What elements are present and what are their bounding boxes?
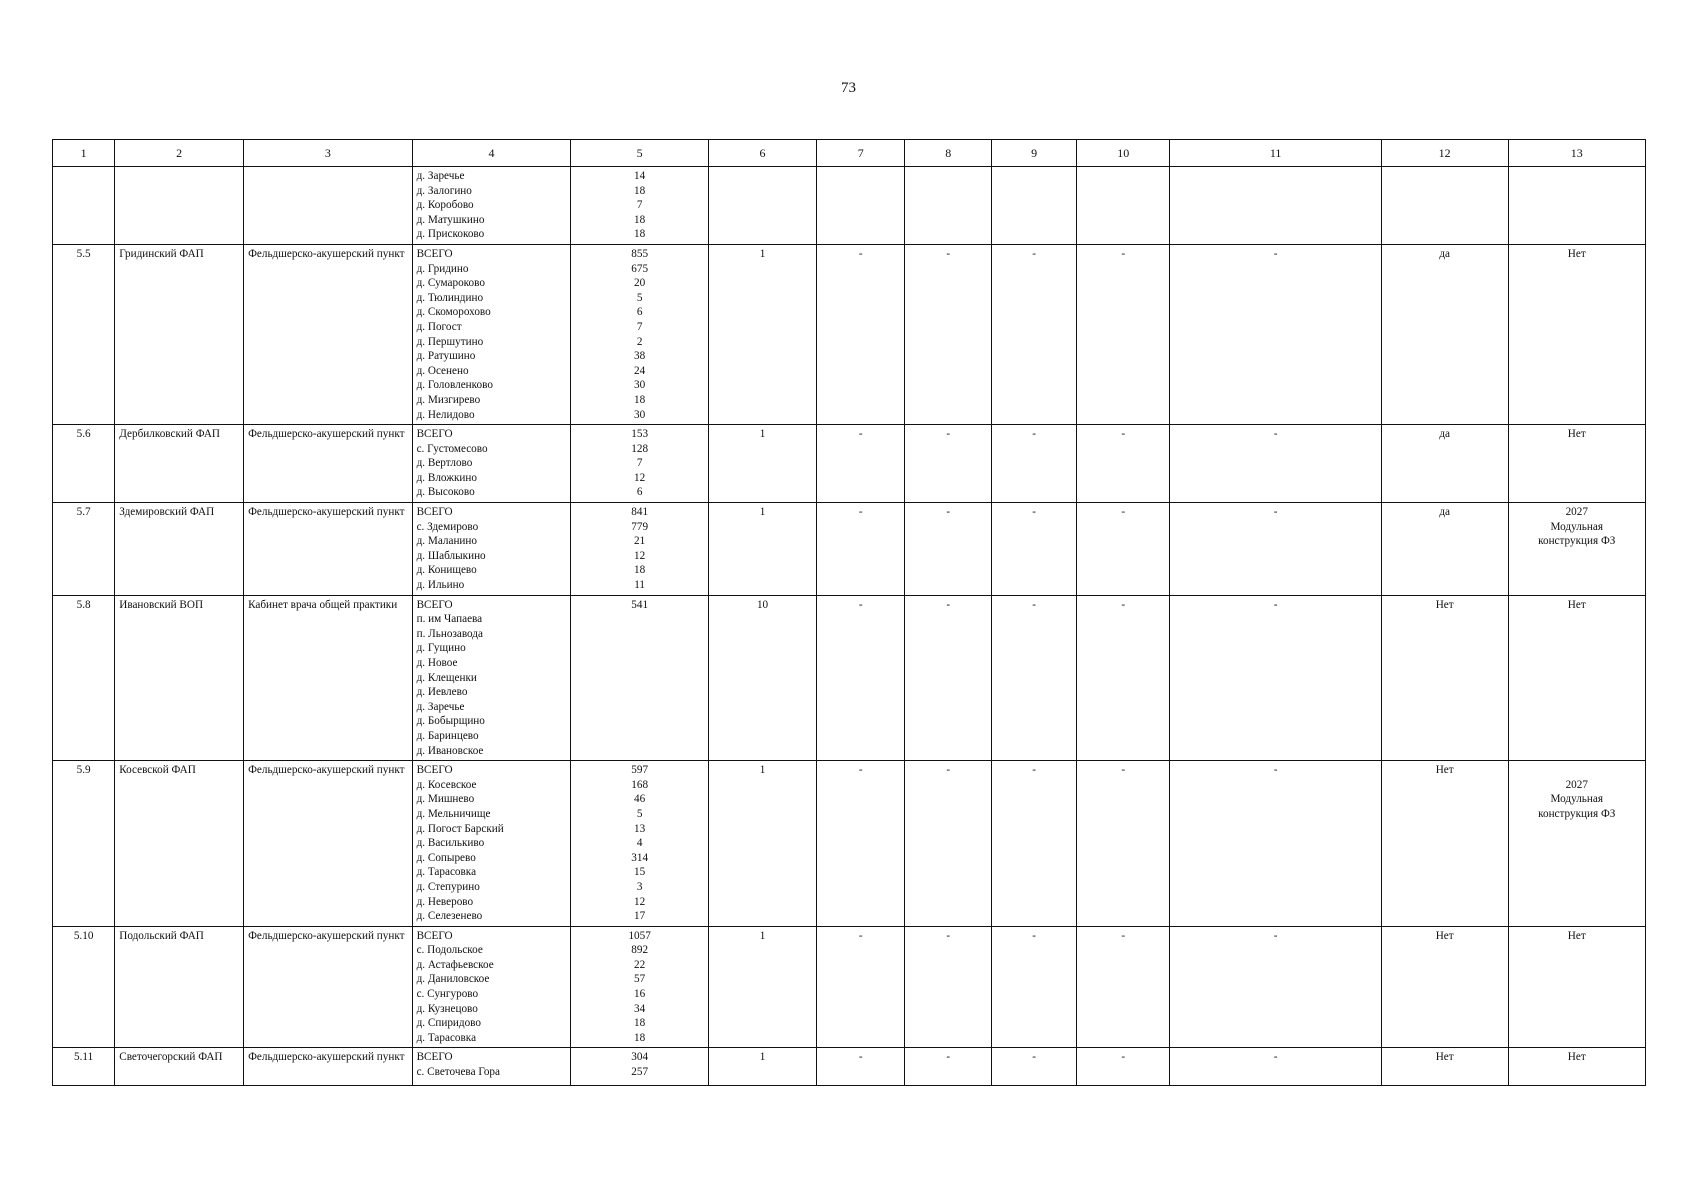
population-value: 12 [634, 471, 646, 484]
facility-name-cell: Подольский ФАП [115, 926, 244, 1048]
settlements-cell [412, 425, 571, 503]
settlement-name: д. Спиридово [416, 1017, 481, 1030]
facility-name-cell: Светочегорский ФАП [115, 1048, 244, 1086]
cell-c12: да [1381, 244, 1508, 424]
settlement-name: п. Льнозавода [416, 627, 483, 640]
facility-name-cell: Дербилковский ФАП [115, 425, 244, 503]
cell-c7: - [817, 595, 905, 761]
row-number-cell: 5.10 [53, 926, 115, 1048]
population-value: 5 [636, 291, 643, 304]
table-row [53, 503, 1646, 596]
cell-c10: - [1077, 503, 1170, 596]
cell-c13 [1508, 503, 1646, 596]
cell-c10 [1077, 167, 1170, 245]
cell-c7: - [817, 425, 905, 503]
population-cell [571, 425, 708, 503]
row-number-cell: 5.7 [53, 503, 115, 596]
column-header-3: 3 [244, 140, 413, 167]
table-row [53, 167, 1646, 245]
settlement-name: д. Залогино [416, 184, 472, 197]
settlement-name: ВСЕГО [416, 428, 453, 441]
cell-c11: - [1170, 595, 1381, 761]
cell-c13 [1508, 761, 1646, 927]
settlements-cell [412, 595, 571, 761]
population-value: 20 [634, 277, 646, 290]
settlement-name: д. Прискоково [416, 228, 485, 241]
cell-c10: - [1077, 244, 1170, 424]
population-value: 779 [631, 520, 649, 533]
note-line: 2027 [1565, 778, 1588, 791]
cell-c13 [1508, 425, 1646, 503]
population-cell [571, 167, 708, 245]
population-value: 14 [634, 170, 646, 182]
cell-c13 [1508, 244, 1646, 424]
note-text [1513, 427, 1642, 442]
population-value: 128 [631, 442, 649, 455]
cell-c6: 1 [708, 244, 816, 424]
column-header-13: 13 [1508, 140, 1646, 167]
settlement-name: д. Тюлиндино [416, 291, 484, 304]
column-header-12: 12 [1381, 140, 1508, 167]
cell-c9: - [992, 1048, 1077, 1086]
note-line: Нет [1567, 428, 1586, 441]
row-number-cell: 5.5 [53, 244, 115, 424]
note-line: Нет [1567, 247, 1586, 260]
column-header-7: 7 [817, 140, 905, 167]
population-value: 168 [631, 778, 649, 791]
settlement-name: д. Василькиво [416, 837, 485, 850]
population-value: 30 [634, 379, 646, 392]
population-value: 1057 [628, 929, 651, 942]
settlement-name: д. Погост [416, 320, 462, 333]
settlements-cell [412, 244, 571, 424]
population-value: 30 [634, 408, 646, 421]
row-number-cell: 5.11 [53, 1048, 115, 1086]
settlement-name: ВСЕГО [416, 598, 453, 611]
population-cell [571, 761, 708, 927]
column-header-4: 4 [412, 140, 571, 167]
cell-c8: - [905, 595, 992, 761]
cell-c6: 1 [708, 761, 816, 927]
settlement-name: д. Матушкино [416, 213, 485, 226]
settlement-name: д. Мельничище [416, 807, 491, 820]
settlement-name: с. Светочева Гора [416, 1066, 500, 1079]
row-number-cell: 5.8 [53, 595, 115, 761]
settlement-name: д. Новое [416, 657, 458, 669]
cell-c7: - [817, 926, 905, 1048]
settlement-name: д. Ивановское [416, 744, 484, 757]
settlement-name: д. Вертлово [416, 457, 473, 470]
population-value: 892 [631, 944, 649, 957]
settlement-name: д. Сопырево [416, 851, 476, 864]
column-header-10: 10 [1077, 140, 1170, 167]
population-cell [571, 595, 708, 761]
row-number-cell [53, 167, 115, 245]
cell-c7: - [817, 1048, 905, 1086]
note-line: Модульная [1550, 793, 1604, 806]
note-text [1513, 598, 1642, 613]
cell-c10: - [1077, 1048, 1170, 1086]
column-header-11: 11 [1170, 140, 1381, 167]
cell-c11: - [1170, 926, 1381, 1048]
cell-c7: - [817, 761, 905, 927]
population-value: 6 [636, 486, 643, 499]
cell-c6: 10 [708, 595, 816, 761]
cell-c11: - [1170, 761, 1381, 927]
population-value: 18 [634, 228, 646, 241]
population-value: 2 [636, 335, 643, 348]
population-cell [571, 244, 708, 424]
population-value: 257 [631, 1066, 649, 1079]
cell-c9: - [992, 425, 1077, 503]
column-header-8: 8 [905, 140, 992, 167]
cell-c9: - [992, 595, 1077, 761]
population-value: 3 [636, 880, 643, 893]
column-header-2: 2 [115, 140, 244, 167]
note-line: 2027 [1565, 506, 1588, 519]
population-cell [571, 503, 708, 596]
settlement-name: д. Першутино [416, 335, 484, 348]
cell-c6: 1 [708, 926, 816, 1048]
column-header-1: 1 [53, 140, 115, 167]
note-line: конструкция ФЗ [1538, 535, 1616, 548]
note-text [1513, 247, 1642, 262]
column-header-6: 6 [708, 140, 816, 167]
facility-type-cell: Фельдшерско-акушерский пункт [244, 926, 413, 1048]
cell-c9: - [992, 926, 1077, 1048]
note-line: Нет [1567, 598, 1586, 611]
cell-c7: - [817, 503, 905, 596]
settlements-cell [412, 761, 571, 927]
settlement-name: д. Тарасовка [416, 1031, 477, 1044]
settlement-name: д. Кузнецово [416, 1002, 478, 1015]
cell-c13 [1508, 926, 1646, 1048]
row-number-cell: 5.6 [53, 425, 115, 503]
settlement-name: д. Степурино [416, 880, 480, 893]
settlement-name: с. Подольское [416, 944, 483, 957]
settlement-name: д. Конищево [416, 564, 477, 577]
facility-name-cell: Ивановский ВОП [115, 595, 244, 761]
note-text [1513, 929, 1642, 944]
cell-c12: да [1381, 503, 1508, 596]
population-value: 12 [634, 549, 646, 562]
settlement-name: д. Ратушино [416, 350, 476, 363]
note-line: Нет [1567, 1051, 1586, 1064]
settlement-name: д. Нелидово [416, 408, 475, 421]
settlement-name: д. Гущино [416, 642, 466, 655]
population-value: 5 [636, 807, 643, 820]
cell-c10: - [1077, 595, 1170, 761]
settlements-cell [412, 167, 571, 245]
cell-c10: - [1077, 761, 1170, 927]
population-value: 46 [634, 793, 646, 806]
facility-type-cell: Кабинет врача общей практики [244, 595, 413, 761]
population-cell [571, 1048, 708, 1086]
settlement-name: д. Погост Барский [416, 822, 504, 835]
cell-c12: Нет [1381, 761, 1508, 927]
facility-type-cell: Фельдшерско-акушерский пункт [244, 244, 413, 424]
table-row [53, 926, 1646, 1048]
facility-name-cell: Гридинский ФАП [115, 244, 244, 424]
population-value: 18 [634, 1031, 646, 1044]
facility-type-cell [244, 167, 413, 245]
population-value: 22 [634, 958, 646, 971]
settlement-name: д. Шаблыкино [416, 549, 486, 562]
settlement-name: д. Головленково [416, 379, 493, 392]
population-value: 18 [634, 184, 646, 197]
cell-c8: - [905, 1048, 992, 1086]
note-text [1513, 1050, 1642, 1065]
settlement-name: ВСЕГО [416, 506, 453, 519]
cell-c8: - [905, 244, 992, 424]
cell-c7: - [817, 244, 905, 424]
population-value: 7 [636, 320, 643, 333]
population-value: 314 [631, 851, 649, 864]
population-value: 841 [631, 506, 649, 519]
cell-c12: да [1381, 425, 1508, 503]
facility-name-cell: Косевской ФАП [115, 761, 244, 927]
table-row [53, 761, 1646, 927]
settlement-name: с. Сунгурово [416, 988, 479, 1001]
population-value: 38 [634, 350, 646, 363]
settlement-name: д. Скоморохово [416, 306, 491, 319]
settlement-name: д. Ильино [416, 579, 465, 592]
cell-c12: Нет [1381, 926, 1508, 1048]
population-value: 18 [634, 213, 646, 226]
cell-c13 [1508, 595, 1646, 761]
facility-name-cell [115, 167, 244, 245]
settlement-name: д. Тарасовка [416, 866, 477, 879]
note-text [1513, 505, 1642, 549]
note-line: Модульная [1550, 520, 1604, 533]
note-line [1513, 763, 1642, 778]
population-value: 13 [634, 822, 646, 835]
column-header-5: 5 [571, 140, 708, 167]
settlements-cell [412, 1048, 571, 1086]
header-row [53, 140, 1646, 167]
cell-c13 [1508, 1048, 1646, 1086]
population-value: 7 [636, 199, 643, 212]
table-header [53, 140, 1646, 167]
settlement-name: ВСЕГО [416, 764, 453, 777]
cell-c10: - [1077, 926, 1170, 1048]
cell-c6: 1 [708, 1048, 816, 1086]
cell-c11: - [1170, 503, 1381, 596]
population-value: 541 [631, 598, 649, 611]
cell-c11: - [1170, 244, 1381, 424]
facilities-table [52, 139, 1646, 1086]
cell-c6: 1 [708, 503, 816, 596]
population-value: 21 [634, 535, 646, 548]
population-value: 675 [631, 262, 649, 275]
population-value: 16 [634, 988, 646, 1001]
population-value: 34 [634, 1002, 646, 1015]
settlements-cell [412, 503, 571, 596]
note-line: конструкция ФЗ [1538, 807, 1616, 820]
settlement-name: д. Маланино [416, 535, 477, 548]
cell-c9 [992, 167, 1077, 245]
settlement-name: д. Коробово [416, 199, 474, 212]
cell-c12: Нет [1381, 1048, 1508, 1086]
settlement-name: д. Заречье [416, 170, 465, 182]
cell-c9: - [992, 761, 1077, 927]
population-value: 7 [636, 457, 643, 470]
cell-c8: - [905, 503, 992, 596]
population-value: 15 [634, 866, 646, 879]
cell-c13 [1508, 167, 1646, 245]
table-body [53, 167, 1646, 1086]
population-value: 6 [636, 306, 643, 319]
cell-c12: Нет [1381, 595, 1508, 761]
population-value: 57 [634, 973, 646, 986]
row-number-cell: 5.9 [53, 761, 115, 927]
settlement-name: ВСЕГО [416, 929, 453, 942]
settlement-name: с. Здемирово [416, 520, 479, 533]
population-value: 11 [634, 579, 646, 592]
settlement-name: ВСЕГО [416, 247, 453, 260]
note-text [1513, 763, 1642, 821]
population-value: 4 [636, 837, 643, 850]
settlement-name: д. Вложкино [416, 471, 477, 484]
cell-c8: - [905, 761, 992, 927]
population-value: 18 [634, 1017, 646, 1030]
cell-c9: - [992, 503, 1077, 596]
population-value: 24 [634, 364, 646, 377]
population-cell [571, 926, 708, 1048]
population-value: 18 [634, 564, 646, 577]
note-line: Нет [1567, 929, 1586, 942]
facility-name-cell: Здемировский ФАП [115, 503, 244, 596]
facility-type-cell: Фельдшерско-акушерский пункт [244, 761, 413, 927]
settlement-name: ВСЕГО [416, 1051, 453, 1064]
cell-c8: - [905, 926, 992, 1048]
facility-type-cell: Фельдшерско-акушерский пункт [244, 503, 413, 596]
facility-type-cell: Фельдшерско-акушерский пункт [244, 425, 413, 503]
settlement-name: д. Астафьевское [416, 958, 494, 971]
population-value: 597 [631, 764, 649, 777]
population-value: 17 [634, 910, 646, 923]
settlement-name: д. Бобырщино [416, 715, 485, 728]
table-row [53, 244, 1646, 424]
table-row [53, 595, 1646, 761]
population-value: 153 [631, 428, 649, 441]
population-value: 12 [634, 895, 646, 908]
settlement-name: д. Косевское [416, 778, 477, 791]
facility-type-cell: Фельдшерско-акушерский пункт [244, 1048, 413, 1086]
cell-c8 [905, 167, 992, 245]
settlement-name: д. Осенено [416, 364, 469, 377]
settlement-name: д. Заречье [416, 700, 465, 713]
cell-c7 [817, 167, 905, 245]
settlement-name: д. Сумароково [416, 277, 485, 290]
cell-c11 [1170, 167, 1381, 245]
cell-c9: - [992, 244, 1077, 424]
cell-c6: 1 [708, 425, 816, 503]
population-value: 304 [631, 1051, 649, 1064]
cell-c11: - [1170, 1048, 1381, 1086]
settlement-name: д. Клещенки [416, 671, 477, 684]
table-row [53, 1048, 1646, 1086]
settlements-cell [412, 926, 571, 1048]
settlement-name: д. Иевлево [416, 686, 468, 699]
settlement-name: д. Высоково [416, 486, 475, 499]
settlement-name: д. Гридино [416, 262, 469, 275]
cell-c6 [708, 167, 816, 245]
population-value: 855 [631, 247, 649, 260]
cell-c11: - [1170, 425, 1381, 503]
cell-c12 [1381, 167, 1508, 245]
settlement-name: д. Мизгирево [416, 393, 481, 406]
page-number: 73 [841, 80, 856, 96]
settlement-name: д. Селезенево [416, 910, 483, 923]
table-row [53, 425, 1646, 503]
settlement-name: д. Баринцево [416, 729, 479, 742]
cell-c10: - [1077, 425, 1170, 503]
settlement-name: с. Густомесово [416, 442, 488, 455]
settlement-name: д. Неверово [416, 895, 474, 908]
settlement-name: п. им Чапаева [416, 613, 483, 626]
population-value: 18 [634, 393, 646, 406]
settlement-name: д. Даниловское [416, 973, 490, 986]
settlement-name: д. Мишнево [416, 793, 475, 806]
cell-c8: - [905, 425, 992, 503]
column-header-9: 9 [992, 140, 1077, 167]
